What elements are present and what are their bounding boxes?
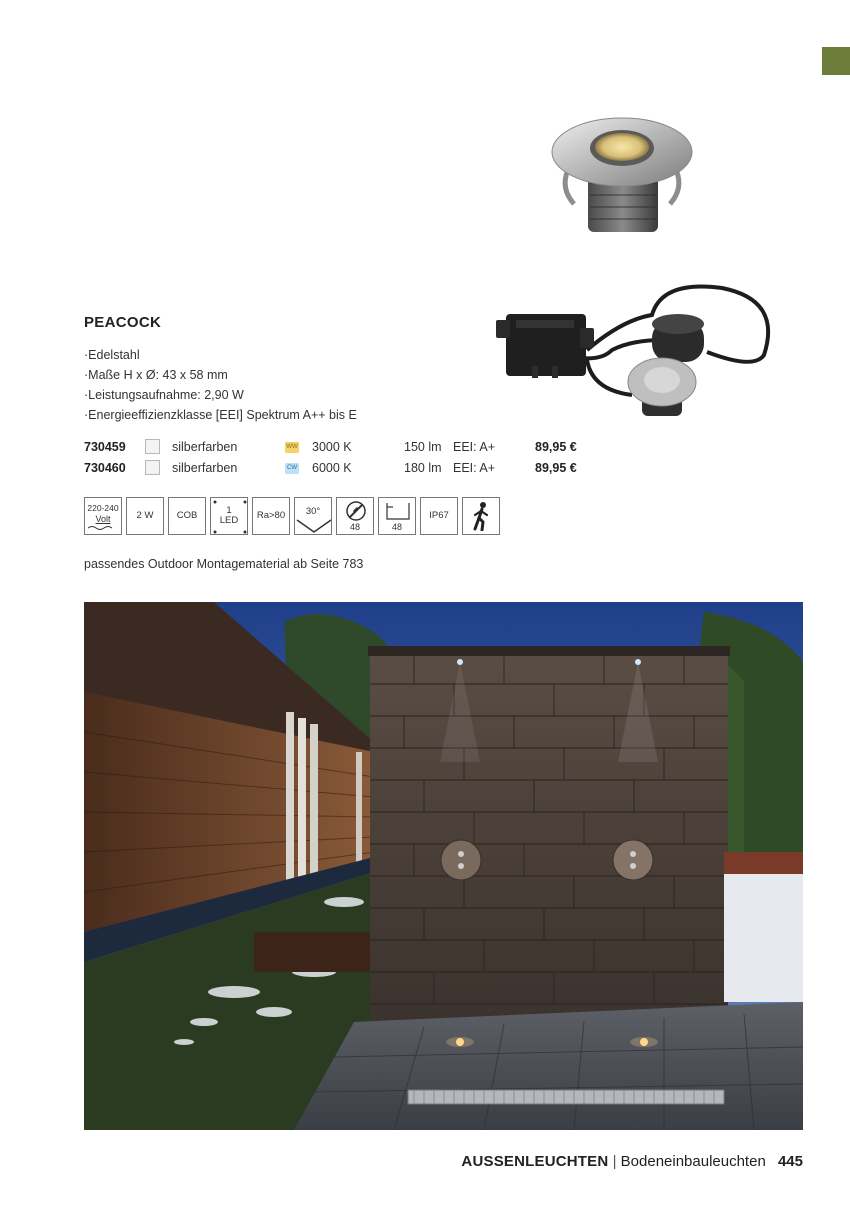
recess-depth-icon xyxy=(385,501,411,521)
color-swatch xyxy=(145,460,160,475)
installation-depth-icon xyxy=(378,497,416,535)
spec-icon-row xyxy=(84,497,500,535)
article-number: 730459 xyxy=(84,440,126,454)
wave-icon xyxy=(87,525,115,530)
led-type: COB xyxy=(176,510,198,521)
variant-color: silberfarben xyxy=(172,461,238,475)
energy-class: EEI: A+ xyxy=(453,440,496,454)
power-icon xyxy=(126,497,164,535)
drive-over-icon xyxy=(336,497,374,535)
warm-white-badge: WW xyxy=(285,442,299,453)
article-number: 730460 xyxy=(84,461,126,475)
page-footer xyxy=(461,1153,803,1170)
variant-table xyxy=(84,438,604,480)
load-value: 48 xyxy=(349,522,360,532)
walk-over-icon xyxy=(462,497,500,535)
ip-rating-icon xyxy=(420,497,458,535)
feature-item: · Maße H x Ø: 43 x 58 mm xyxy=(84,365,357,385)
lumen-value: 180 lm xyxy=(404,461,442,475)
beam-angle-icon xyxy=(294,497,332,535)
cri-icon xyxy=(252,497,290,535)
variant-row xyxy=(84,459,604,480)
feature-list xyxy=(84,345,357,425)
feature-item: · Leistungsaufnahme: 2,90 W xyxy=(84,385,357,405)
color-swatch xyxy=(145,439,160,454)
mounting-note: passendes Outdoor Montagematerial ab Seite 783 xyxy=(84,557,364,571)
ambience-photo xyxy=(84,602,803,1130)
variant-row xyxy=(84,438,604,459)
ip-rating: IP67 xyxy=(429,510,449,521)
led-label: LED xyxy=(219,515,239,526)
pedestrian-icon xyxy=(469,501,493,531)
depth-value: 48 xyxy=(391,522,402,532)
price: 89,95 € xyxy=(535,440,577,454)
no-drive-over-icon xyxy=(345,500,367,522)
energy-class: EEI: A+ xyxy=(453,461,496,475)
footer-category: Bodeneinbauleuchten xyxy=(620,1153,766,1170)
product-image-luminaire xyxy=(548,108,696,240)
lumen-value: 150 lm xyxy=(404,440,442,454)
color-temperature: 6000 K xyxy=(312,461,352,475)
cri-value: Ra>80 xyxy=(256,510,286,521)
section-tab-marker xyxy=(822,47,850,75)
footer-separator: | xyxy=(612,1153,617,1170)
cob-icon xyxy=(168,497,206,535)
voltage-range: 220-240 xyxy=(87,502,119,513)
product-title: PEACOCK xyxy=(84,314,162,331)
voltage-icon xyxy=(84,497,122,535)
price: 89,95 € xyxy=(535,461,577,475)
beam-angle-lines-icon xyxy=(295,498,333,536)
voltage-unit: Volt xyxy=(95,513,111,524)
power-value: 2 W xyxy=(136,510,154,521)
footer-section: AUSSENLEUCHTEN xyxy=(461,1153,609,1170)
feature-item: · Energieeffizienzklasse [EEI] Spektrum A++ bis E xyxy=(84,405,357,425)
color-temperature: 3000 K xyxy=(312,440,352,454)
feature-item: · Edelstahl xyxy=(84,345,357,365)
page-number: 445 xyxy=(777,1153,803,1170)
led-count-icon xyxy=(210,497,248,535)
variant-color: silberfarben xyxy=(172,440,238,454)
beam-angle-value: 30° xyxy=(305,506,321,517)
led-count: 1 xyxy=(226,505,232,516)
product-image-set-with-cable xyxy=(492,280,776,430)
cool-white-badge: CW xyxy=(285,463,299,474)
